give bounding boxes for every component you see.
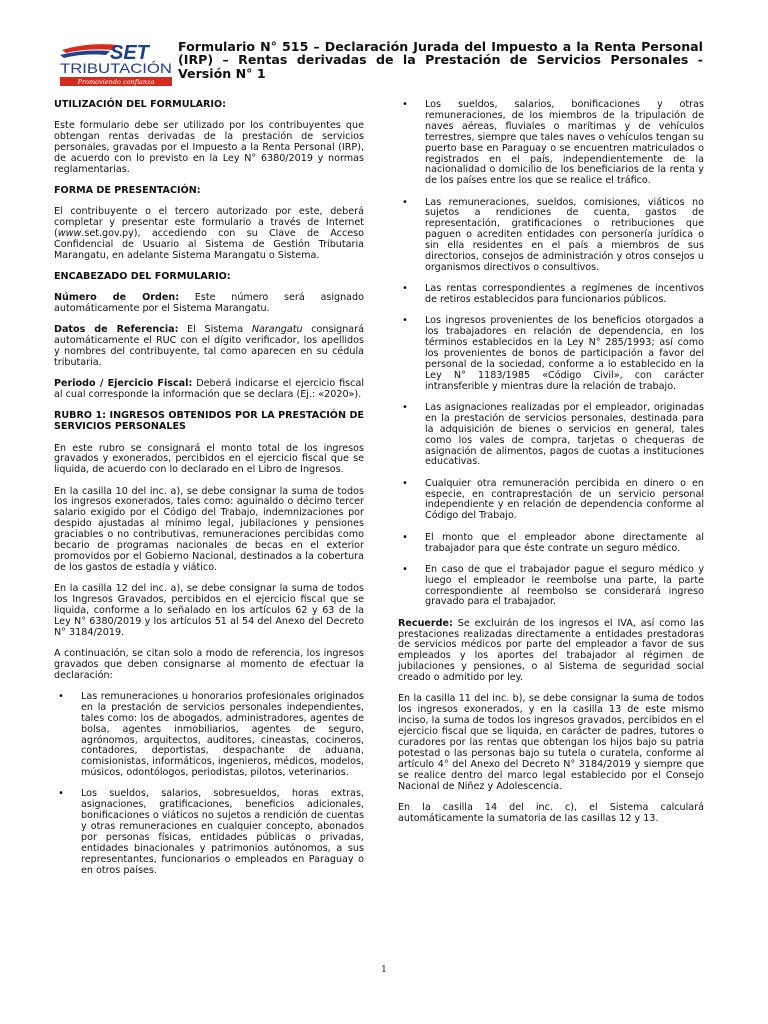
- list-item: • Las asignaciones realizadas por el empleador, originadas en la prestación de servicios personales, destinada para la adquisición de bienes o servicios en general, tales como los vales de compra, tarjetas o chequeras de asignación de alimentos, pagos de cuotas a instituciones educativas.: [398, 403, 704, 468]
- paragraph-recuerde: Recuerde: Se excluirán de los ingresos el IVA, así como las prestaciones realizadas directamente a entidades prestadoras de servicios médicos por parte del empleador a favor de sus empleados y los aportes del trabajador al régimen de jubilaciones y pensiones, o al Sistema de seguridad social creado o admitido por ley.: [398, 617, 704, 684]
- paragraph-numero-orden: Número de Orden: Este número será asignado automáticamente por el Sistema Marangatu.: [54, 292, 364, 315]
- bullet-list-right: [398, 100, 704, 608]
- left-column: [54, 100, 364, 887]
- list-item: • Las remuneraciones u honorarios profesionales originados en la prestación de servicios personales independientes, tales como: los de abogados, administradores, agentes de bolsa, agentes inmobiliarios, agentes de seguro, agrónomos, arquitectos, auditores, cineastas, cocineros, contadores, deportistas, despachante de aduana, comisionistas, informáticos, ingenieros, médicos, modelos, músicos, odontólogos, periodistas, pilotos, veterinarios.: [54, 692, 364, 779]
- logo-brand: SET: [110, 42, 149, 64]
- paragraph-continuacion: A continuación, se citan solo a modo de referencia, los ingresos gravados que deben consignarse al momento de efectuar la declaración:: [54, 647, 364, 681]
- paragraph-rubro-1: En este rubro se consignará el monto total de los ingresos gravados y exonerados, percibidos en el ejercicio fiscal que se liquida, de acuerdo con lo declarado en el Libro de Ingresos.: [54, 442, 364, 476]
- paragraph-casilla-10: En la casilla 10 del inc. a), se debe consignar la suma de todos los ingresos exonerados, tales como: aguinaldo o décimo tercer salario exigido por el Código del Trabajo, indemnizaciones por despido ajustadas al mínimo legal, jubilaciones y pensiones graciables o no contributivas, remuneraciones percibidas como becario de programas nacionales de becas en el exterior promovidos por el Gobierno Nacional, destinados a la cobertura de los gastos de estadía y viático.: [54, 485, 364, 573]
- logo-tagline: Promoviendo confianza: [77, 78, 155, 86]
- paragraph-casilla-14: En la casilla 14 del inc. c), el Sistema calculará automáticamente la sumatoria de las casillas 12 y 13.: [398, 801, 704, 824]
- list-item: • Las remuneraciones, sueldos, comisiones, viáticos no sujetos a rendiciones de cuenta, gastos de representación, gratificaciones o retribuciones que paguen o acrediten entidades con personería jurídica o sin ella residentes en el país a miembros de sus directorios, consejos de administración y otros consejos u organismos directivos o consultivos.: [398, 198, 704, 274]
- label-datos-referencia: Datos de Referencia:: [54, 324, 179, 336]
- list-item: • Los sueldos, salarios, bonificaciones y otras remuneraciones, de los miembros de la tripulación de naves aéreas, fluviales o marítimas y de vehículos terrestres, siempre que tales naves o vehículos tengan su puerto base en Paraguay o se encuentren matriculados o registrados en el país, independientemente de la nacionalidad o domicilio de los beneficiarios de la renta y de los países entre los que se realice el tráfico.: [398, 100, 704, 187]
- list-item: • El monto que el empleador abone directamente al trabajador para que éste contrate un seguro médico.: [398, 533, 704, 555]
- form-title: Formulario N° 515 – Declaración Jurada del Impuesto a la Renta Personal (IRP) – Rentas derivadas de la Prestación de Servicios Personales - Versión N° 1: [178, 39, 703, 81]
- paragraph-periodo: Periodo / Ejercicio Fiscal: Deberá indicarse el ejercicio fiscal al cual corresponde la información que se declara (Ej.: «2020»).: [54, 378, 364, 401]
- logo-name: TRIBUTACIÓN: [60, 60, 172, 76]
- section-heading-forma: FORMA DE PRESENTACIÓN:: [54, 185, 201, 197]
- label-numero-orden: Número de Orden:: [54, 292, 180, 304]
- section-heading-encabezado: ENCABEZADO DEL FORMULARIO:: [54, 271, 231, 283]
- bullet-list-left: [54, 692, 364, 877]
- label-periodo: Periodo / Ejercicio Fiscal:: [54, 378, 193, 390]
- list-item: • Cualquier otra remuneración percibida en dinero o en especie, en contraprestación de un servicio personal independiente y en relación de dependencia conforme al Código del Trabajo.: [398, 479, 704, 523]
- list-item: • En caso de que el trabajador pague el seguro médico y luego el empleador le reembolse una parte, la parte correspondiente al reembolso se considerará ingreso gravado para el trabajador.: [398, 565, 704, 609]
- list-item: • Los ingresos provenientes de los beneficios otorgados a los trabajadores en relación de dependencia, en los términos establecidos en la Ley N° 285/1993; así como los provenientes de bonos de participación a favor del personal de la sociedad, conforme a lo establecido en la Ley N° 1183/1985 «Código Civil», con carácter intransferible y mientras dure la relación de trabajo.: [398, 316, 704, 392]
- page-number: 1: [381, 965, 387, 975]
- website-link: www: [57, 228, 82, 240]
- set-tributacion-logo: [58, 40, 178, 90]
- label-recuerde: Recuerde:: [398, 617, 453, 629]
- paragraph-casilla-11: En la casilla 11 del inc. b), se debe consignar la suma de todos los ingresos exonerados, y en la casilla 13 de este mismo inciso, la suma de todos los ingresos gravados, percibidos en el ejercicio fiscal que se liquida, en carácter de padres, tutores o curadores por las rentas que obtengan los hijos bajo su patria potestad o las personas bajo su tutela o curatela, conforme al artículo 4° del Anexo del Decreto N° 3184/2019 y siempre que se realice dentro del marco legal establecido por el Consejo Nacional de Niñez y Adolescencia.: [398, 693, 704, 792]
- section-heading-utilizacion: UTILIZACIÓN DEL FORMULARIO:: [54, 99, 226, 110]
- list-item: • Las rentas correspondientes a regímenes de incentivos de retiros establecidos para funcionarios públicos.: [398, 284, 704, 306]
- paragraph-casilla-12: En la casilla 12 del inc. a), se debe consignar la suma de todos los Ingresos Gravados, percibidos en el ejercicio fiscal que se liquida, conforme a lo señalado en los artículos 62 y 63 de la Ley N° 6380/2019 y los artículos 51 al 54 del Anexo del Decreto N° 3184/2019.: [54, 583, 364, 638]
- paragraph-forma: El contribuyente o el tercero autorizado por este, deberá completar y presentar este formulario a través de Internet (www.set.gov.py), accediendo con su Clave de Acceso Confidencial de Usuario al Sistema de Gestión Tributaria Marangatu, en adelante Sistema Marangatu o Sistema.: [54, 206, 364, 261]
- paragraph-datos-referencia: Datos de Referencia: El Sistema Narangatu consignará automáticamente el RUC con el dígito verificador, los apellidos y nombres del contribuyente, tal como aparecen en su cédula tributaria.: [54, 324, 364, 369]
- right-column: [398, 100, 704, 835]
- section-heading-rubro-1: RUBRO 1: INGRESOS OBTENIDOS POR LA PRESTACIÓN DE SERVICIOS PERSONALES: [54, 410, 364, 433]
- paragraph-utilizacion: Este formulario debe ser utilizado por los contribuyentes que obtengan rentas derivadas de la prestación de servicios personales, gravadas por el Impuesto a la Renta Personal (IRP), de acuerdo con lo previsto en la Ley N° 6380/2019 y normas reglamentarias.: [54, 120, 364, 175]
- list-item: • Los sueldos, salarios, sobresueldos, horas extras, asignaciones, gratificaciones, beneficios adicionales, bonificaciones o viáticos no sujetos a rendición de cuentas y otras remuneraciones en cualquier concepto, abonados por personas físicas, entidades públicas o privadas, entidades binacionales y patrimonios autónomos, a sus representantes, funcionarios o empleados en Paraguay o en otros países.: [54, 789, 364, 876]
